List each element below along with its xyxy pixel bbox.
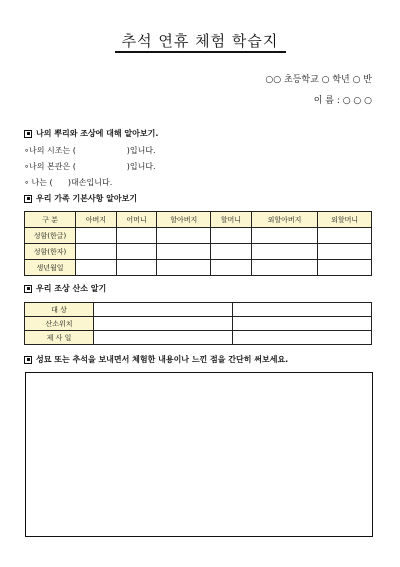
table-header-row — [25, 212, 372, 228]
school-line: ○○ 초등학교 ○ 학년 ○ 반 — [265, 75, 372, 85]
page-title: 추석 연휴 체험 학습지 — [121, 32, 279, 50]
column-header: 어머니 — [116, 212, 157, 228]
table-cell[interactable] — [211, 228, 252, 244]
table-cell[interactable] — [94, 303, 233, 317]
table-cell[interactable] — [94, 317, 233, 331]
table-row — [25, 244, 372, 260]
column-header: 외할아버지 — [251, 212, 318, 228]
section1-heading-text: 나의 뿌리와 조상에 대해 알아보기. — [36, 129, 159, 138]
table-cell[interactable] — [233, 317, 372, 331]
table-cell[interactable] — [76, 244, 117, 260]
table-row — [25, 260, 372, 276]
table-cell[interactable] — [233, 331, 372, 345]
section4-heading-text: 성묘 또는 추석을 보내면서 체험한 내용이나 느낀 점을 간단히 써보세요. — [36, 355, 289, 364]
generation-line: ∘ 나는 ( )대손입니다. — [24, 178, 113, 187]
table-cell[interactable] — [233, 303, 372, 317]
table-cell[interactable] — [318, 244, 372, 260]
row-header: 생년월일 — [25, 260, 76, 276]
row-header: 성함(한글) — [25, 228, 76, 244]
table-cell[interactable] — [318, 228, 372, 244]
row-header: 대 상 — [25, 303, 94, 317]
section3-heading — [24, 283, 106, 294]
table-cell[interactable] — [94, 331, 233, 345]
row-header: 제 사 일 — [25, 331, 94, 345]
title-underline — [115, 51, 286, 53]
table-cell[interactable] — [251, 244, 318, 260]
table-cell[interactable] — [116, 260, 157, 276]
table-cell[interactable] — [116, 228, 157, 244]
table-row — [25, 331, 372, 345]
table-cell[interactable] — [211, 244, 252, 260]
row-header: 성함(한자) — [25, 244, 76, 260]
table-cell[interactable] — [251, 260, 318, 276]
checkbox-square-icon — [24, 356, 32, 364]
section1-heading — [24, 128, 158, 139]
table-cell[interactable] — [116, 244, 157, 260]
table-cell[interactable] — [76, 228, 117, 244]
section4-heading — [24, 354, 288, 365]
table-cell[interactable] — [157, 260, 211, 276]
section2-heading — [24, 193, 137, 204]
table-row — [25, 228, 372, 244]
checkbox-square-icon — [24, 195, 32, 203]
section2-heading-text: 우리 가족 기본사항 알아보기 — [36, 194, 138, 203]
table-cell[interactable] — [76, 260, 117, 276]
table-cell[interactable] — [157, 244, 211, 260]
table-cell[interactable] — [318, 260, 372, 276]
column-header: 외할머니 — [318, 212, 372, 228]
column-header: 아버지 — [76, 212, 117, 228]
checkbox-square-icon — [24, 285, 32, 293]
table-row — [25, 303, 372, 317]
clan-origin-line: ∘나의 본관은 ( )입니다. — [24, 162, 156, 171]
table-cell[interactable] — [251, 228, 318, 244]
table-cell[interactable] — [157, 228, 211, 244]
section3-heading-text: 우리 조상 산소 알기 — [36, 284, 107, 293]
table-row — [25, 317, 372, 331]
essay-writing-box[interactable] — [25, 372, 373, 537]
ancestor-line: ∘나의 시조는 ( )입니다. — [24, 146, 156, 155]
column-header: 할아버지 — [157, 212, 211, 228]
checkbox-square-icon — [24, 130, 32, 138]
column-header: 할머니 — [211, 212, 252, 228]
family-info-table — [24, 211, 372, 276]
row-header: 산소위치 — [25, 317, 94, 331]
column-header: 구 분 — [25, 212, 76, 228]
table-cell[interactable] — [211, 260, 252, 276]
grave-info-table — [24, 302, 372, 345]
name-line: 이 름 : ○ ○ ○ — [313, 96, 372, 106]
